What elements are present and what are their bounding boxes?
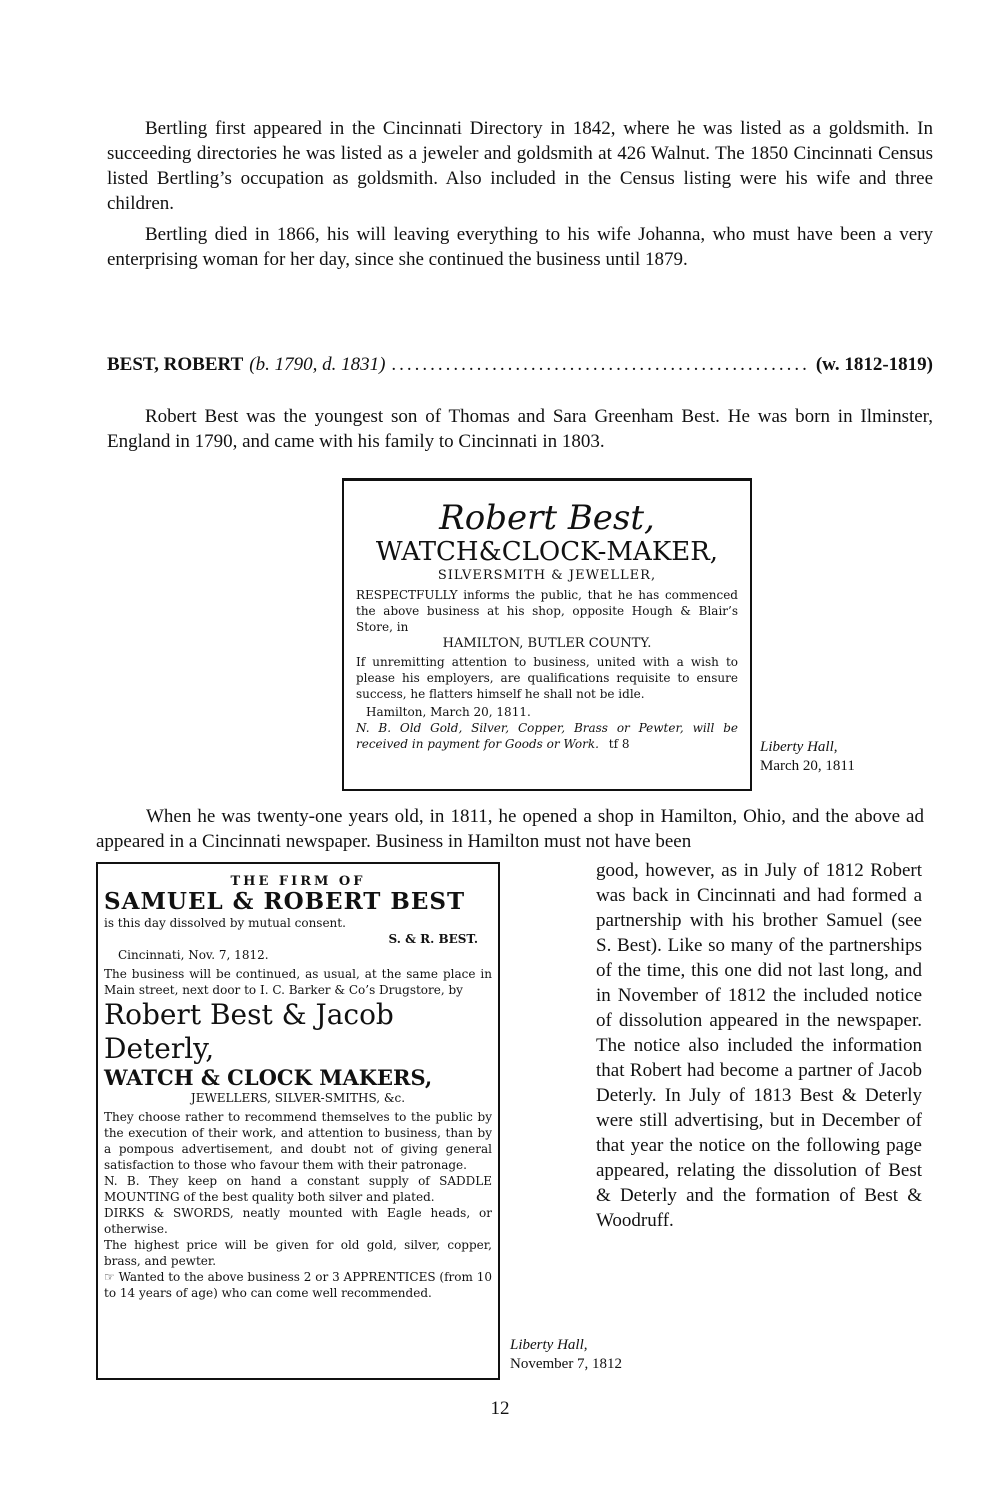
- ad2-date: Cincinnati, Nov. 7, 1812.: [118, 948, 269, 962]
- ad2-firm-of: THE FIRM OF: [230, 874, 366, 889]
- paragraph-bertling-directory: Bertling first appeared in the Cincinnati Directory in 1842, where he was listed as a goldsmith. In succeeding directories he was listed as a jeweler and goldsmith at 426 Walnut. The 1850 Cincinnati Census listed Bertling’s occupation as goldsmith. Also included in the Census listing were his wife and three children.: [107, 118, 933, 214]
- ad-code: tf 8: [608, 737, 630, 751]
- ad-place: HAMILTON, BUTLER COUNTY.: [442, 636, 652, 651]
- paragraph-bertling-death: Bertling died in 1866, his will leaving everything to his wife Johanna, who must have been a very enterprising woman for her day, since she continued the business until 1879.: [107, 224, 933, 270]
- ad2-dissolved: is this day dissolved by mutual consent.: [104, 916, 346, 930]
- paragraph-hamilton-shop: When he was twenty-one years old, in 1811, he opened a shop in Hamilton, Ohio, and the above ad appeared in a Cincinnati newspaper. Business in Hamilton must not have been: [96, 806, 924, 852]
- ad2-price: The highest price will be given for old gold, silver, copper, brass, and pewter.: [104, 1238, 492, 1268]
- ad-date: Hamilton, March 20, 1811.: [366, 705, 531, 719]
- ad2-wanted: ☞ Wanted to the above business 2 or 3 APPRENTICES (from 10 to 14 years of age) who can come well recommended.: [104, 1270, 492, 1300]
- ad-trade: WATCH&CLOCK-MAKER,: [375, 537, 719, 567]
- ad2-firm: SAMUEL & ROBERT BEST: [104, 888, 466, 915]
- entry-life-dates: (b. 1790, d. 1831): [249, 354, 386, 375]
- advertisement-robert-best: [342, 478, 752, 791]
- page-number: 12: [490, 1398, 510, 1419]
- ad2-partners: Robert Best & Jacob Deterly,: [104, 998, 394, 1065]
- ad-nb: N. B. Old Gold, Silver, Copper, Brass or Pewter, will be received in payment for Goods or Work.: [356, 721, 738, 751]
- ad2-subtitle: JEWELLERS, SILVER-SMITHS, &c.: [190, 1091, 406, 1105]
- caption-source: Liberty Hall,: [760, 739, 838, 755]
- caption-date: November 7, 1812: [510, 1356, 623, 1372]
- paragraph-robert-best-intro: Robert Best was the youngest son of Thomas and Sara Greenham Best. He was born in Ilminster, England in 1790, and came with his family to Cincinnati in 1803.: [107, 406, 933, 452]
- entry-heading: [107, 354, 933, 376]
- leader-dots: [391, 354, 809, 376]
- ad2-dirks: DIRKS & SWORDS, neatly mounted with Eagle heads, or otherwise.: [104, 1206, 492, 1236]
- caption-date: March 20, 1811: [760, 758, 855, 774]
- ad2-signed: S. & R. BEST.: [388, 932, 478, 946]
- caption-ad2: [510, 1336, 622, 1374]
- ad-title: Robert Best,: [439, 498, 655, 538]
- caption-source: Liberty Hall,: [510, 1337, 588, 1353]
- caption-ad1: [760, 738, 855, 776]
- ad2-body: They choose rather to recommend themselves to the public by the execution of their work, and attention to business, than by a pompous advertisement, and doubt not of giving general satisfaction to those who favour them with their patronage.: [104, 1110, 492, 1172]
- advertisement-dissolution: [96, 862, 500, 1380]
- entry-name: BEST, ROBERT: [107, 354, 244, 375]
- ad2-nb: N. B. They keep on hand a constant supply of SADDLE MOUNTING of the best quality both silver and plated.: [104, 1174, 492, 1204]
- ad2-trade: WATCH & CLOCK MAKERS,: [104, 1065, 433, 1090]
- ad2-continued: The business will be continued, as usual, at the same place in Main street, next door to I. C. Barker & Co’s Drugstore, by: [104, 967, 492, 997]
- paragraph-partnerships: good, however, as in July of 1812 Robert was back in Cincinnati and had formed a partnership with his brother Samuel (see S. Best). Like so many of the partnerships of the time, this one did not last long, and in November of 1812 the included notice of dissolution appeared in the newspaper. The notice also included the information that Robert had become a partner of Jacob Deterly. In July of 1813 Best & Deterly were still advertising, but in December of that year the notice on the following page appeared, relating the dissolution of Best & Deterly and the formation of Best & Woodruff.: [596, 860, 922, 1231]
- ad-subtitle: SILVERSMITH & JEWELLER,: [437, 568, 657, 583]
- ad-intro: RESPECTFULLY informs the public, that he has commenced the above business at his shop, opposite Hough & Blair’s Store, in: [356, 588, 738, 634]
- ad-body: If unremitting attention to business, united with a wish to please his employers, are qualifications requisite to ensure success, he flatters himself he shall not be idle.: [356, 655, 738, 701]
- entry-working-dates: (w. 1812-1819): [815, 354, 933, 375]
